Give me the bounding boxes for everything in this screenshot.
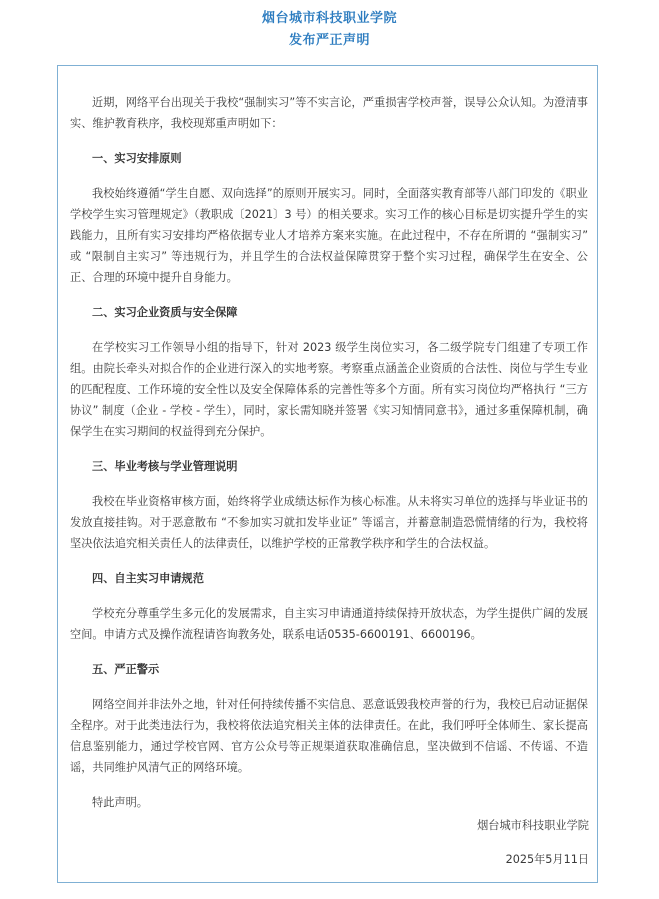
section-heading-2: 二、实习企业资质与安全保障 xyxy=(92,306,238,319)
intro-paragraph: 近期，网络平台出现关于我校“强制实习”等不实言论，严重损害学校声誉，误导公众认知。为澄清事实、维护教育秩序，我校现郑重声明如下： xyxy=(70,96,588,130)
section-heading-5: 五、严正警示 xyxy=(92,663,160,676)
section-heading-3: 三、毕业考核与学业管理说明 xyxy=(92,460,238,473)
section-body-3: 我校在毕业资格审核方面，始终将学业成绩达标作为核心标准。从未将实习单位的选择与毕业证书的发放直接挂钩。对于恶意散布 “不参加实习就扣发毕业证” 等谣言，并蓄意制造恐慌情绪的行为，我校将坚决依法追究相关责任人的法律责任，以维护学校的正常教学秩序和学生的合法权益。 xyxy=(70,495,588,550)
school-name-title: 烟台城市科技职业学院 xyxy=(261,11,397,26)
statement-title: 发布严正声明 xyxy=(288,33,370,48)
section-heading-4: 四、自主实习申请规范 xyxy=(92,572,204,585)
signature-org: 烟台城市科技职业学院 xyxy=(477,819,589,832)
section-body-5: 网络空间并非法外之地，针对任何持续传播不实信息、恶意诋毁我校声誉的行为，我校已启动证据保全程序。对于此类违法行为，我校将依法追究相关主体的法律责任。在此，我们呼吁全体师生、家长提高信息鉴别能力，通过学校官网、官方公众号等正规渠道获取准确信息，坚决做到不信谣、不传谣、不造谣，共同维护风清气正的网络环境。 xyxy=(70,698,588,774)
section-body-4: 学校充分尊重学生多元化的发展需求，自主实习申请通道持续保持开放状态，为学生提供广阔的发展空间。申请方式及操作流程请咨询教务处，联系电话0535-6600191、6600196。 xyxy=(70,607,588,641)
signature-block xyxy=(477,815,589,870)
statement-body xyxy=(70,92,588,831)
closing-statement: 特此声明。 xyxy=(92,796,148,809)
section-body-1: 我校始终遵循“学生自愿、双向选择”的原则开展实习。同时，全面落实教育部等八部门印发的《职业学校学生实习管理规定》（教职成〔2021〕3 号）的相关要求。实习工作的核心目标是切实提升学生的实践能力，且所有实习安排均严格依据专业人才培养方案来实施。在此过程中，不存在所谓的 “强制实习” 或 “限制自主实习” 等违规行为，并且学生的合法权益保障贯穿于整个实习过程，确保学生在安全、公正、合理的环境中提升自身能力。 xyxy=(70,187,588,284)
document-header xyxy=(0,8,659,52)
section-heading-1: 一、实习安排原则 xyxy=(92,152,182,165)
section-body-2: 在学校实习工作领导小组的指导下，针对 2023 级学生岗位实习，各二级学院专门组建了专项工作组。由院长牵头对拟合作的企业进行深入的实地考察。考察重点涵盖企业资质的合法性、岗位与学生专业的匹配程度、工作环境的安全性以及安全保障体系的完善性等多个方面。所有实习岗位均严格执行 “三方协议” 制度（企业 - 学校 - 学生），同时，家长需知晓并签署《实习知情同意书》，通过多重保障机制，确保学生在实习期间的权益得到充分保护。 xyxy=(70,341,588,438)
signature-date: 2025年5月11日 xyxy=(505,853,589,866)
